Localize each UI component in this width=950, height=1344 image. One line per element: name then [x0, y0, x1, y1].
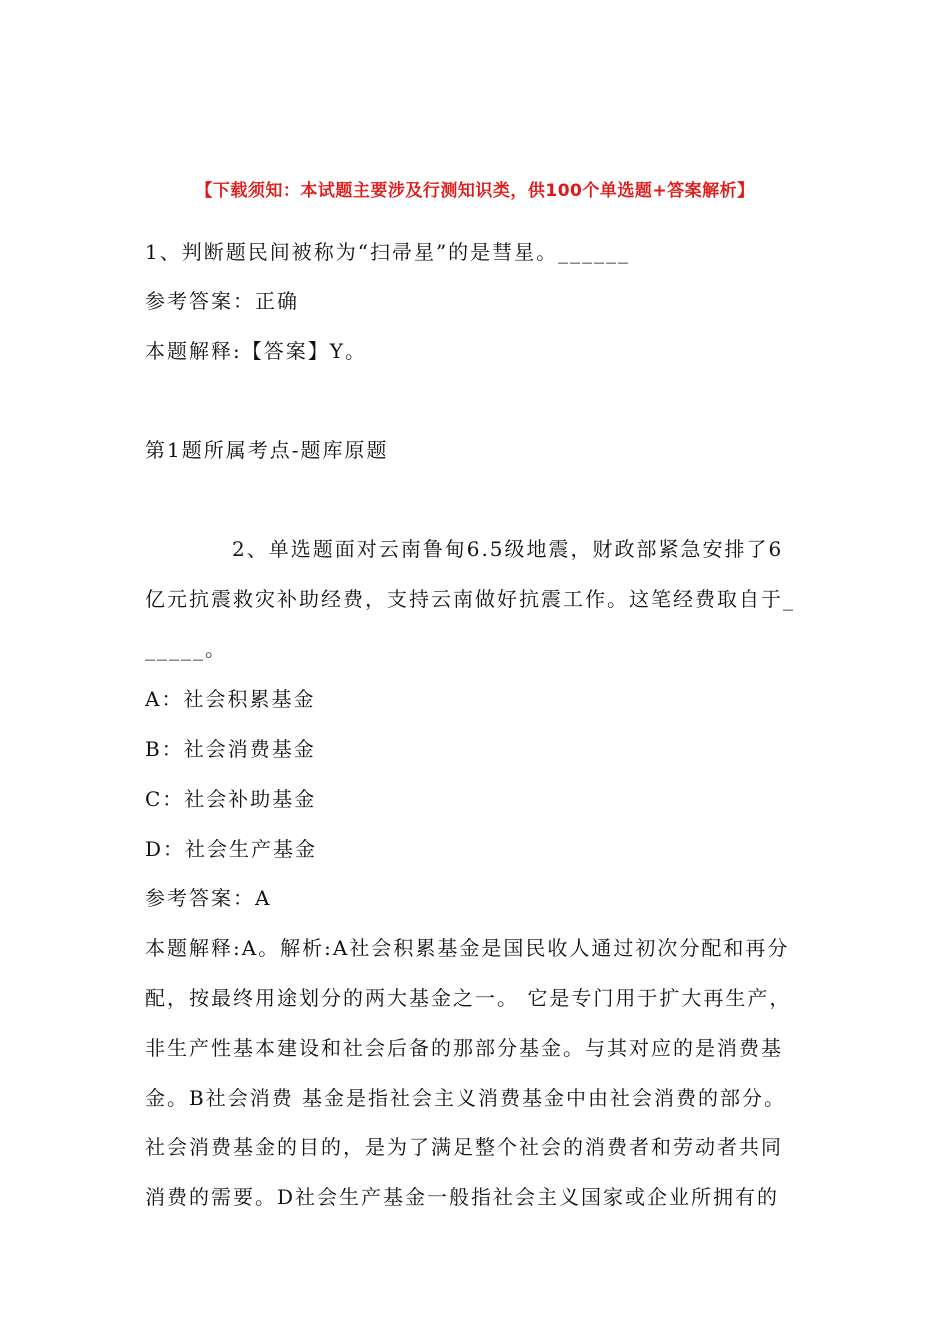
question-2-explanation-line: 消费的需要。D社会生产基金一般指社会主义国家或企业所拥有的	[145, 1185, 780, 1209]
question-2-text-line: 2、单选题面对云南鲁甸6.5级地震，财政部紧急安排了6	[232, 537, 784, 561]
question-2-explanation-line: 配，按最终用途划分的两大基金之一。 它是专门用于扩大再生产，	[145, 986, 792, 1010]
question-2-explanation-line: 本题解释:A。解析:A社会积累基金是国民收人通过初次分配和再分	[145, 936, 790, 960]
question-1-explanation: 本题解释:【答案】Y。	[145, 339, 367, 363]
question-1-answer: 参考答案：正确	[145, 289, 299, 313]
question-2-answer: 参考答案：A	[145, 886, 272, 910]
question-2-option-d: D：社会生产基金	[145, 837, 318, 861]
question-2-explanation-line: 金。B社会消费 基金是指社会主义消费基金中由社会消费的部分。	[145, 1086, 787, 1110]
question-1-text: 1、判断题民间被称为“扫帚星”的是彗星。______	[145, 240, 631, 264]
question-2-explanation-line: 社会消费基金的目的，是为了满足整个社会的消费者和劳动者共同	[145, 1135, 783, 1159]
question-2-option-a: A：社会积累基金	[145, 687, 316, 711]
download-notice: 【下载须知：本试题主要涉及行测知识类，供100个单选题+答案解析】	[195, 181, 755, 201]
question-2-text-line: 亿元抗震救灾补助经费，支持云南做好抗震工作。这笔经费取自于_	[145, 587, 795, 611]
question-2-explanation-line: 非生产性基本建设和社会后备的那部分基金。与其对应的是消费基	[145, 1036, 783, 1060]
question-2-text-line: _____。	[145, 637, 227, 661]
question-2-option-c: C：社会补助基金	[145, 787, 317, 811]
question-2-option-b: B：社会消费基金	[145, 737, 316, 761]
question-1-source: 第1题所属考点-题库原题	[145, 438, 389, 462]
